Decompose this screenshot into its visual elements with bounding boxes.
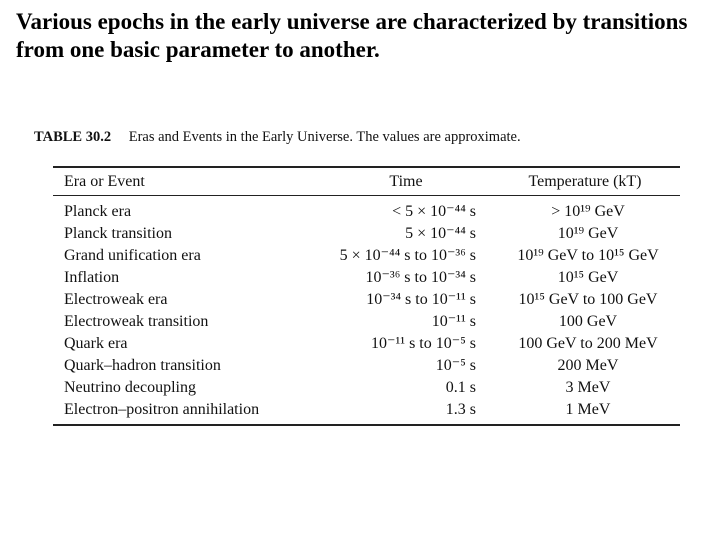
era-cell: Planck era <box>64 203 132 220</box>
table-row <box>53 246 680 268</box>
era-cell: Quark era <box>64 335 128 352</box>
column-header-time: Time <box>389 173 423 190</box>
slide-title: Various epochs in the early universe are characterized by transitions from one basic parameter to another. <box>16 9 688 62</box>
temperature-cell: 10¹⁵ GeV <box>557 269 619 286</box>
table-row <box>53 224 680 246</box>
table-top-rule <box>53 166 680 168</box>
era-cell: Inflation <box>64 269 120 286</box>
temperature-cell: 10¹⁹ GeV to 10¹⁵ GeV <box>517 247 659 264</box>
table-row <box>53 268 680 290</box>
time-cell: 10⁻³⁶ s to 10⁻³⁴ s <box>365 269 476 286</box>
table-row <box>53 356 680 378</box>
temperature-cell: > 10¹⁹ GeV <box>551 203 625 220</box>
era-cell: Grand unification era <box>64 247 201 264</box>
time-cell: 5 × 10⁻⁴⁴ s <box>405 225 476 242</box>
temperature-cell: 3 MeV <box>565 379 611 396</box>
table-label: TABLE 30.2 <box>34 129 112 145</box>
time-cell: 10⁻³⁴ s to 10⁻¹¹ s <box>366 291 476 308</box>
temperature-cell: 1 MeV <box>565 401 611 418</box>
era-cell: Electroweak transition <box>64 313 209 330</box>
table-row <box>53 202 680 224</box>
table-row <box>53 312 680 334</box>
table-header-rule <box>53 195 680 196</box>
temperature-cell: 200 MeV <box>557 357 619 374</box>
temperature-cell: 10¹⁹ GeV <box>557 225 619 242</box>
table-row <box>53 400 680 422</box>
temperature-cell: 100 GeV to 200 MeV <box>518 335 658 352</box>
era-cell: Quark–hadron transition <box>64 357 221 374</box>
time-cell: 0.1 s <box>445 379 476 396</box>
temperature-cell: 10¹⁵ GeV to 100 GeV <box>518 291 658 308</box>
table-row <box>53 334 680 356</box>
era-cell: Planck transition <box>64 225 172 242</box>
era-cell: Neutrino decoupling <box>64 379 196 396</box>
era-cell: Electron–positron annihilation <box>64 401 260 418</box>
table-row <box>53 378 680 400</box>
table-caption-text: Eras and Events in the Early Universe. The values are approximate. <box>128 129 521 145</box>
time-cell: < 5 × 10⁻⁴⁴ s <box>392 203 476 220</box>
table-caption <box>34 128 521 146</box>
temperature-cell: 100 GeV <box>558 313 618 330</box>
time-cell: 10⁻¹¹ s <box>431 313 476 330</box>
time-cell: 10⁻⁵ s <box>435 357 476 374</box>
table-row <box>53 290 680 312</box>
era-cell: Electroweak era <box>64 291 168 308</box>
table-bottom-rule <box>53 424 680 426</box>
time-cell: 5 × 10⁻⁴⁴ s to 10⁻³⁶ s <box>339 247 476 264</box>
column-header-era: Era or Event <box>64 173 145 190</box>
time-cell: 1.3 s <box>445 401 476 418</box>
column-header-temperature: Temperature (kT) <box>528 173 642 190</box>
time-cell: 10⁻¹¹ s to 10⁻⁵ s <box>371 335 476 352</box>
